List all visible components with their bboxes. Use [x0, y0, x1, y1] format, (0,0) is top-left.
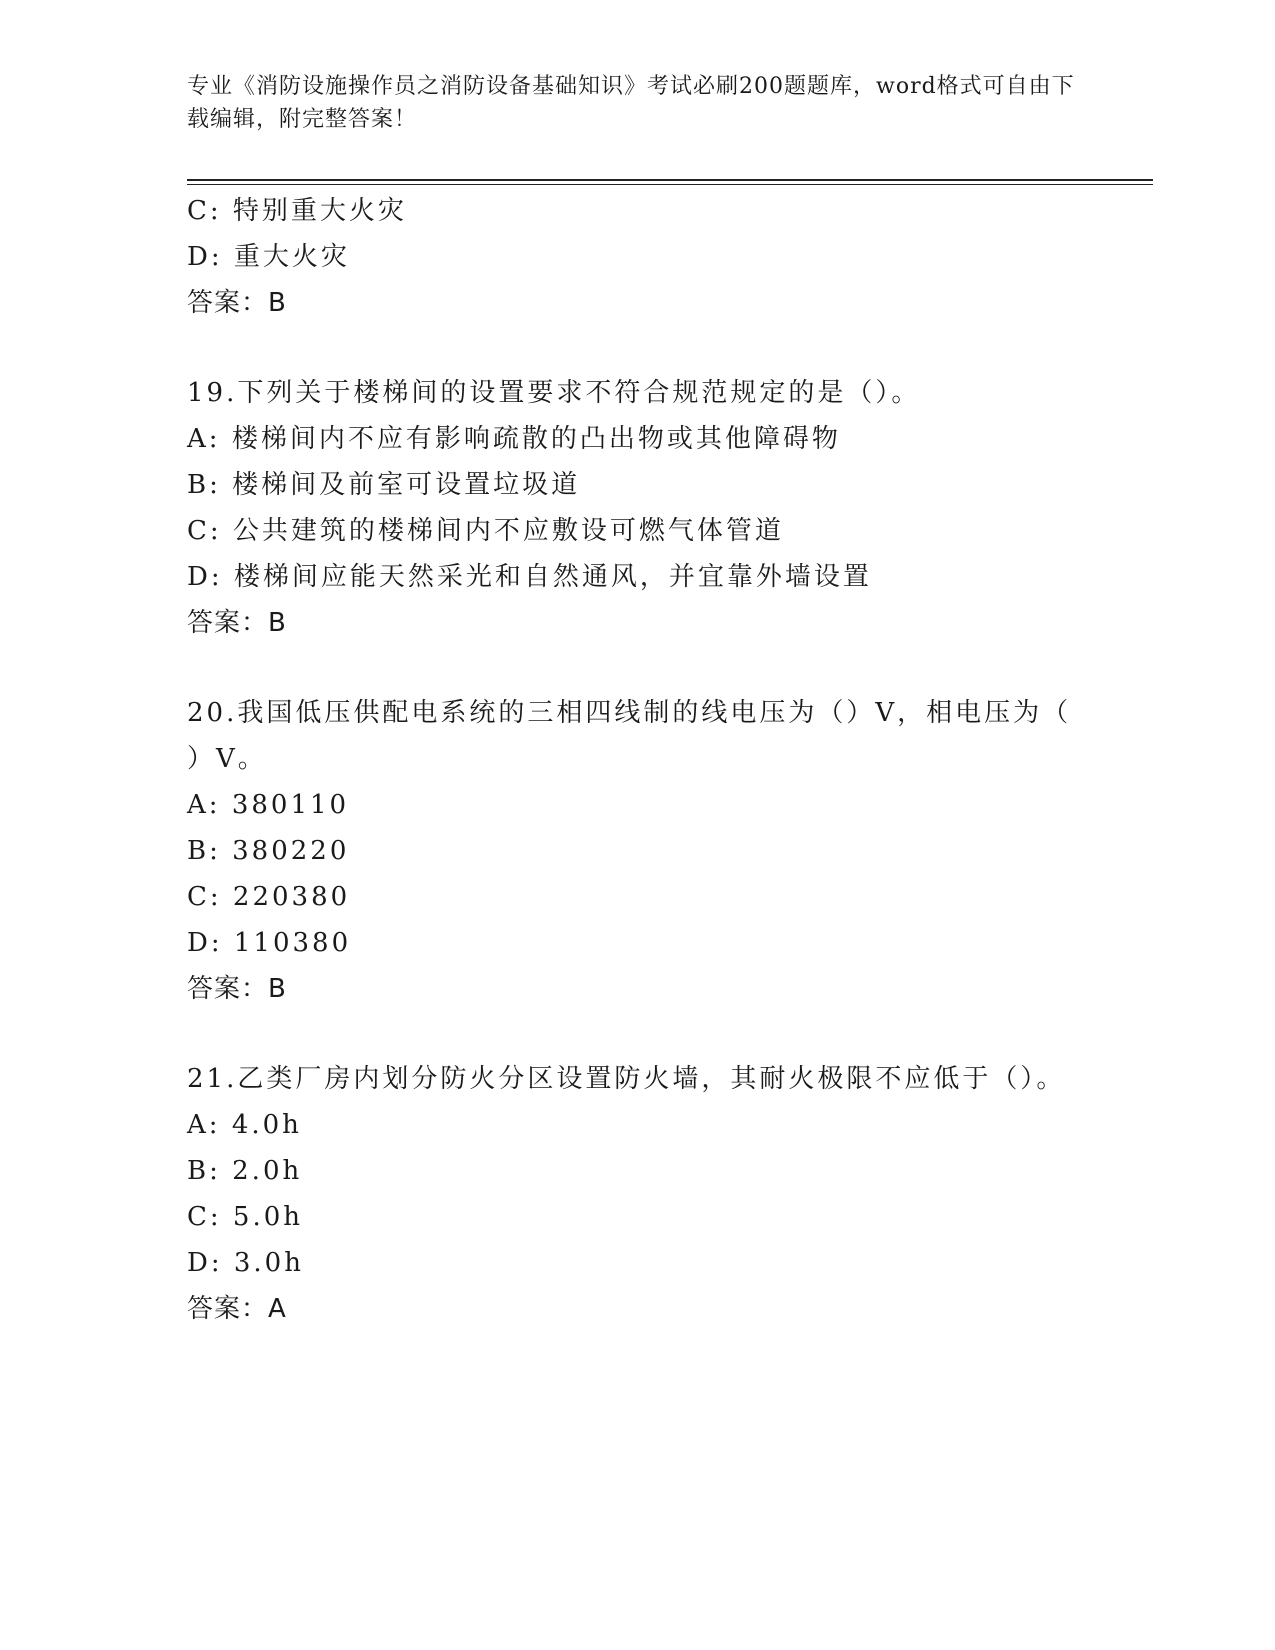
- question-stem-line-2: ）V。: [187, 744, 267, 774]
- spacer: [187, 646, 1087, 690]
- answer: 答案：A: [187, 1294, 287, 1324]
- option-label: D:: [187, 562, 223, 592]
- answer: 答案：B: [187, 608, 287, 638]
- header-rule-thin: [187, 184, 1153, 185]
- question-stem: 21.乙类厂房内划分防火分区设置防火墙，其耐火极限不应低于（）。: [187, 1064, 1066, 1094]
- option-label: A:: [187, 424, 221, 454]
- option-text: 5.0h: [232, 1202, 304, 1232]
- question-stem: 19.下列关于楼梯间的设置要求不符合规范规定的是（）。: [187, 378, 921, 408]
- option-label: D:: [187, 1248, 223, 1278]
- document-body: [187, 188, 1087, 1332]
- option-text: 3.0h: [233, 1248, 304, 1278]
- answer: 答案：B: [187, 288, 287, 318]
- option-label: B:: [187, 470, 221, 500]
- answer: 答案：B: [187, 974, 287, 1004]
- option-d: [187, 920, 1087, 966]
- spacer: [187, 1012, 1087, 1056]
- option-c: [187, 508, 1087, 554]
- option-label: A:: [187, 790, 221, 820]
- option-label: B:: [187, 836, 221, 866]
- option-d: [187, 234, 1087, 280]
- option-text: 4.0h: [231, 1110, 302, 1140]
- option-label: C:: [187, 1202, 222, 1232]
- option-text: 楼梯间及前室可设置垃圾道: [232, 470, 581, 500]
- option-c: [187, 188, 1087, 234]
- option-c: [187, 874, 1087, 920]
- option-text: 2.0h: [232, 1156, 303, 1186]
- option-label: D:: [187, 928, 223, 958]
- header-rule-thick: [187, 179, 1153, 181]
- page-header: 专业《消防设施操作员之消防设备基础知识》考试必刷200题题库，word格式可自由下载编辑，附完整答案！: [187, 74, 1075, 132]
- option-b: [187, 462, 1087, 508]
- option-label: C:: [187, 196, 222, 226]
- option-label: B:: [187, 1156, 221, 1186]
- option-a: [187, 782, 1087, 828]
- option-text: 380220: [232, 836, 350, 866]
- option-a: [187, 416, 1087, 462]
- option-text: 380110: [231, 790, 350, 820]
- option-text: 特别重大火灾: [232, 196, 407, 226]
- option-label: C:: [187, 516, 222, 546]
- option-label: C:: [187, 882, 222, 912]
- option-d: [187, 1240, 1087, 1286]
- option-d: [187, 554, 1087, 600]
- option-c: [187, 1194, 1087, 1240]
- option-text: 重大火灾: [233, 242, 350, 272]
- option-label: D:: [187, 242, 223, 272]
- option-text: 公共建筑的楼梯间内不应敷设可燃气体管道: [232, 516, 784, 546]
- option-text: 110380: [233, 928, 352, 958]
- option-text: 楼梯间应能天然采光和自然通风，并宜靠外墙设置: [233, 562, 872, 592]
- question-stem-line-1: 20.我国低压供配电系统的三相四线制的线电压为（）V，相电压为（: [187, 698, 1072, 728]
- option-a: [187, 1102, 1087, 1148]
- option-text: 楼梯间内不应有影响疏散的凸出物或其他障碍物: [231, 424, 841, 454]
- option-b: [187, 1148, 1087, 1194]
- option-b: [187, 828, 1087, 874]
- option-label: A:: [187, 1110, 221, 1140]
- option-text: 220380: [232, 882, 351, 912]
- spacer: [187, 326, 1087, 370]
